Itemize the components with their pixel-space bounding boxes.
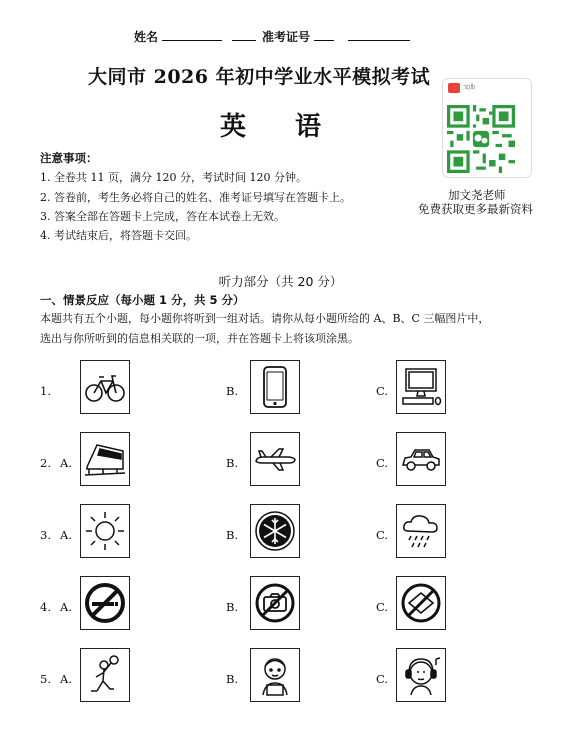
airplane-icon [253, 437, 297, 481]
bicycle-icon [83, 365, 127, 409]
boy-basketball-icon [83, 653, 127, 697]
option-label: B. [226, 672, 239, 686]
snowflake-icon [253, 509, 297, 553]
girl-headphones-icon [399, 653, 443, 697]
option-image [250, 504, 300, 558]
no-littering-icon [399, 581, 443, 625]
instruction-line: 选出与你所听到的信息相关联的一项，并在答题卡上将该项涂黑。 [40, 332, 359, 345]
question-number: 5. [40, 672, 51, 686]
question-number: 2. [40, 456, 51, 470]
option-image [396, 648, 446, 702]
name-blank [162, 28, 222, 41]
exam-no-blank [314, 28, 334, 41]
option-image [250, 576, 300, 630]
notice-heading: 注意事项： [40, 151, 98, 165]
name-blank-2 [232, 28, 256, 41]
option-image [250, 360, 300, 414]
option-label: A. [60, 456, 72, 470]
exam-no-blank-2 [348, 28, 410, 41]
boy-reading-icon [253, 653, 297, 697]
smartphone-icon [253, 365, 297, 409]
sun-icon [83, 509, 127, 553]
option-label: C. [376, 528, 389, 542]
exam-no-field [262, 28, 410, 45]
notice-item: 3. 答案全部在答题卡上完成，答在本试卷上无效。 [40, 210, 285, 223]
option-image [250, 432, 300, 486]
notice-item: 2. 答卷前，考生务必将自己的姓名、准考证号填写在答题卡上。 [40, 191, 351, 204]
no-photo-icon [253, 581, 297, 625]
car-icon [399, 437, 443, 481]
option-label: C. [376, 456, 389, 470]
brand-logo-icon [448, 83, 460, 93]
subject-title: 英 语 [219, 112, 342, 142]
option-label: B. [226, 384, 239, 398]
option-label: C. [376, 672, 389, 686]
name-field [134, 28, 256, 45]
option-label: A. [60, 672, 72, 686]
qr-caption-teacher: 加文尧老师 [448, 188, 506, 202]
part-title: 一、情景反应（每小题 1 分，共 5 分） [40, 293, 245, 307]
option-image [80, 504, 130, 558]
option-label: C. [376, 600, 389, 614]
qr-caption-materials: 免费获取更多最新资料 [418, 202, 533, 216]
brand-text: 文曲 [463, 84, 476, 91]
option-label: B. [226, 456, 239, 470]
exam-no-label: 准考证号 [262, 30, 311, 44]
question-number: 4. [40, 600, 51, 614]
option-image [396, 432, 446, 486]
option-label: A. [60, 600, 72, 614]
name-label: 姓名 [134, 30, 159, 44]
option-label: B. [226, 528, 239, 542]
notice-item: 4. 考试结束后，将答题卡交回。 [40, 229, 197, 242]
option-image [396, 360, 446, 414]
section-title: 听力部分（共 20 分） [218, 274, 343, 289]
rain-cloud-icon [399, 509, 443, 553]
option-image [80, 576, 130, 630]
question-number: 3. [40, 528, 51, 542]
option-image [80, 360, 130, 414]
option-image [396, 576, 446, 630]
qr-code-icon [447, 105, 515, 173]
exam-title: 大同市 2026 年初中学业水平模拟考试 [88, 66, 431, 88]
option-image [80, 648, 130, 702]
option-image [80, 432, 130, 486]
computer-icon [399, 365, 443, 409]
option-label: B. [226, 600, 239, 614]
question-number: 1. [40, 384, 51, 398]
train-icon [83, 437, 127, 481]
instruction-line: 本题共有五个小题，每小题你将听到一组对话。请你从每小题所给的 A、B、C 三幅图片中， [40, 312, 490, 325]
option-image [396, 504, 446, 558]
no-smoking-icon [83, 581, 127, 625]
option-label: A. [60, 528, 72, 542]
notice-item: 1. 全卷共 11 页，满分 120 分，考试时间 120 分钟。 [40, 171, 307, 184]
option-image [250, 648, 300, 702]
option-label: C. [376, 384, 389, 398]
